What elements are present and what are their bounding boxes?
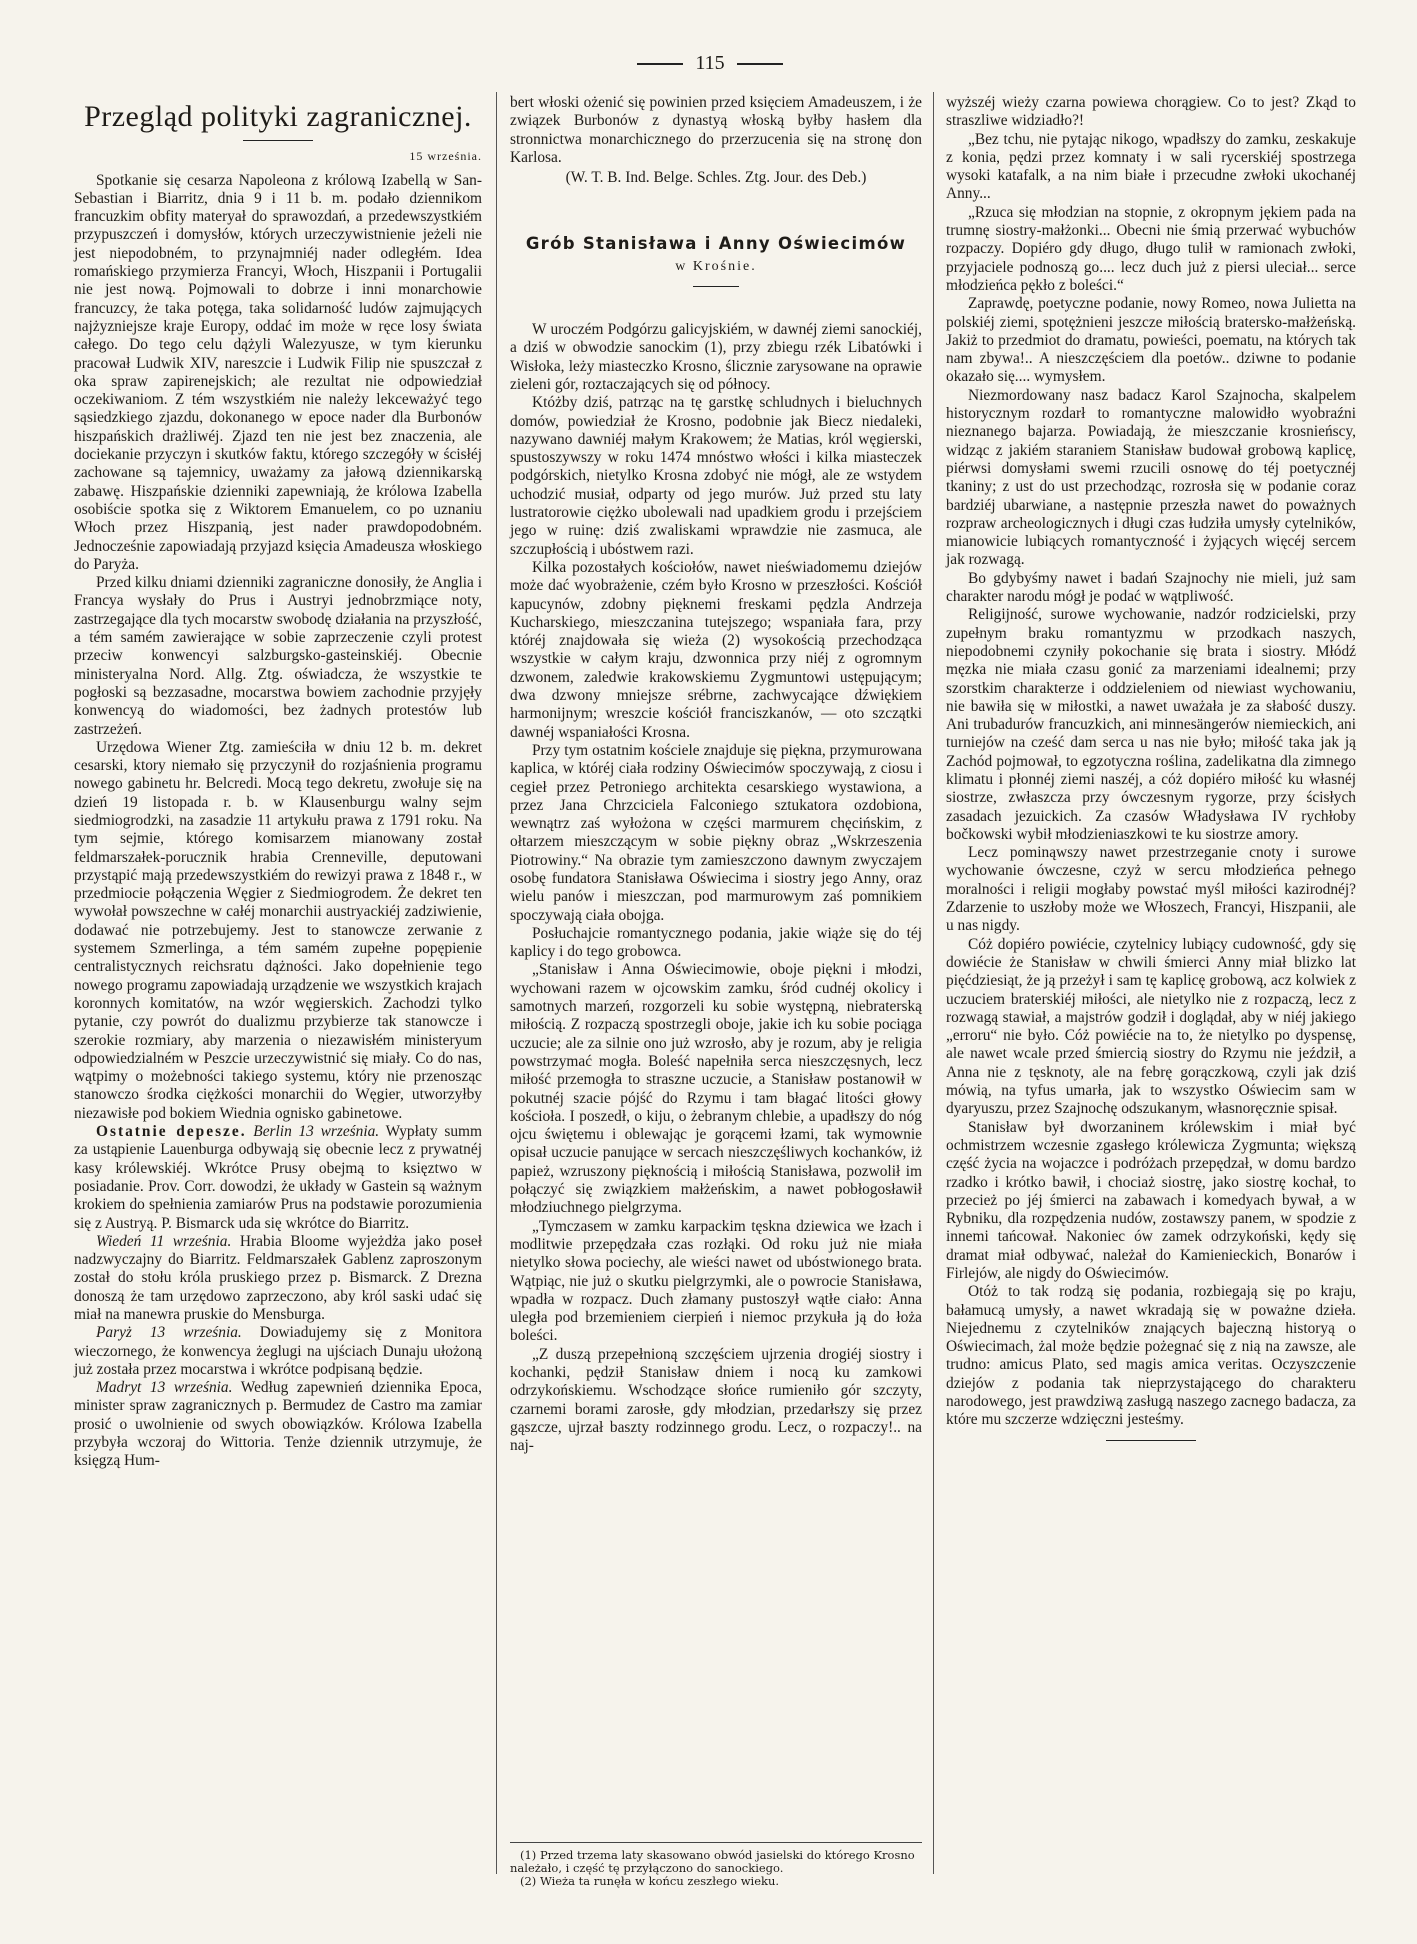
section-title: Przegląd polityki zagranicznej.	[84, 100, 472, 133]
column-divider	[496, 92, 497, 1874]
dispatch-dateline: Paryż 13 września.	[96, 1324, 242, 1342]
article-title: Grób Stanisława i Anny Oświecimów	[525, 234, 907, 254]
footnotes	[510, 1842, 922, 1888]
paragraph: Przy tym ostatnim kościele znajduje się piękna, przymurowana kaplica, w któréj ciała rodziny Oświecimów spoczywają, z ciosu i cegieł przez Petroniego architekta cesarskiego wystawiona, a przez Jana Chrzciciela Falconiego sztukatora ozdobiona, wewnątrz zaś wyłożona w części marmurem chęcińskim, z ołtarzem mieszczącym w sobie piękny obraz „Wskrzeszenia Piotrowiny.“ Na obrazie tym zamieszczono dawnym zwyczajem osobę fundatora Stanisława Oświecima i siostry jego Anny, oraz wielu panów i mieszczan, pod marmurowym zaś pomnikiem spoczywają ciała obojga.	[510, 741, 922, 924]
title-rule	[243, 140, 313, 141]
paragraph: „Bez tchu, nie pytając nikogo, wpadłszy do zamku, zeskakuje z konia, pędzi przez komnaty i w sali rycerskiéj spostrzega wysoki katafalk, a na nim białe i przecudne zwłoki ukochanéj Anny...	[946, 130, 1356, 203]
dispatch-text: Hrabia Bloome wyjeżdża jako poseł nadzwyczajny do Biarritz. Feldmarszałek Gablenz zaproszonym został do stołu króla pruskiego przez p. Bismarck. Z Drezna donoszą że tam urzędowo zaprzeczono, aby król saski udać się miał na manewra pruskie do Mensburga.	[74, 1232, 482, 1323]
article-rule	[693, 286, 739, 287]
dispatch-dateline: Madryt 13 września.	[96, 1379, 233, 1397]
page-number-value: 115	[695, 52, 725, 74]
paragraph: Religijność, surowe wychowanie, nadzór rodzicielski, przy zupełnym braku romantyzmu w przodkach naszych, niepodobnemi czyniły pokochanie się brata i siostry. Młódź męzka nie miała czasu gonić za marzeniami idealnemi; przy szorstkim charakterze i oddzieleniem od niewiast wychowaniu, nie bawiła się w miłostki, a nawet uważała je za słabość duszy. Ani trubadurów francuzkich, ani minnesängerów niemieckich, ani turniejów na cześć dam serca u nas nie było; miłość taka jak ją Zachód pojmował, to egzotyczna roślina, zadelikatna dla zimnego klimatu i płonnéj ziemi naszéj, a cóż dopiéro miłość ku własnéj siostrze, zwłaszcza przy ówczesnym rygorze, przy ścisłych zasadach jezuickich. Za czasów Władysława IV rychłoby bočkowski wybił młodzieniaszkowi te ku siostrze amory.	[946, 606, 1356, 843]
paragraph: W uroczém Podgórzu galicyjskiém, w dawnéj ziemi sanockiéj, a dziś w obwodzie sanockim (1), przy zbiegu rzék Libatówki i Wisłoka, leży miasteczko Krosno, ślicznie zarysowane na oprawie zieleni gór, roztaczających się od północy.	[510, 321, 922, 393]
paragraph	[74, 1233, 482, 1324]
dispatch-heading: Ostatnie depesze.	[96, 1123, 247, 1141]
sources-line: (W. T. B. Ind. Belge. Schles. Ztg. Jour. des Deb.)	[565, 169, 867, 187]
paragraph: Niezmordowany nasz badacz Karol Szajnocha, skalpelem historycznym rozdarł to romantyczne malowidło wyobraźni nieznanego bajarza. Powiadają, że mieszczanie krosnieńscy, widząc z jakiém staraniem Stanisław budował grobową kaplicę, piérwsi domysłami swemi rzucili osnowę do téj poetycznéj tkaniny; z ust do ust przechodząc, rozrosła się w podanie coraz bardziéj ubarwiane, a następnie przeszła nawet do poważnych rozpraw archeologicznych i długi czas łudziła umysły cytelników, mianowicie lubiących romantyczność i żyjących więcéj sercem jak rozwagą.	[946, 386, 1356, 569]
paragraph: Stanisław był dworzaninem królewskim i miał być ochmistrzem wczesnie zgasłego królewicza Zygmunta; większą część życia na wojaczce i podróżach przepędzał, w domu bardzo rzadko i krótko bawił, i chociaż siostrę, jako siostrę kochał, to przecież po jéj śmierci na zabawach i komedyach bywał, a w Rybniku, dla rozpędzenia nudów, zostawszy panem, w spodzie z innemi tańcował. Nakoniec ów zamek odrzykoński, kędy się dramat miał odbywać, należał do Kamienieckich, Bonarów i Firlejów, ale nigdy do Oświecimów.	[946, 1118, 1356, 1282]
paragraph: Spotkanie się cesarza Napoleona z królową Izabellą w San-Sebastian i Biarritz, dnia 9 i 11 b. m. podało dziennikom francuzkim obfity materyał do sprawozdań, a przedewszystkiém przypuszczeń i domysłów, których urzeczywistnienie jeżeli nie jest niepodobném, to przynajmniéj nader odległém. Idea romańskiego przymierza Francyi, Włoch, Hiszpanii i Portugalii nie jest nową. Pojmowali to dobrze i inni monarchowie francuzcy, że taka potęga, taka solidarność ludów zajmujących najżyzniejsze kraje Europy, oddać im może w ręce losy świata całego. Do tego celu dążyli Walezyusze, w tym kierunku pracował Ludwik XIV, nareszcie i Ludwik Filip nie spuszczał z oka spraw zapirenejskich; ale rezultat nie odpowiedział oczekiwaniom. Z tém wszystkiém nie należy lekceważyć tego sąsiedzkiego zjazdu, dokonanego w epoce nader dla Burbonów hiszpańskich drażliwéj. Zjazd ten nie jest bez znaczenia, ale dociekanie przyczyn i skutków faktu, którego szczegóły w ścisłéj zachowane są tajemnicy, uważamy za jałową dziennikarską zabawę. Hiszpańskie dzienniki zapewniają, że królowa Izabella osobiście spotka się z Wiktorem Emanuelem, co po uznaniu Włoch przez Hiszpanią, jest nader prawdopodobném. Jednocześnie zapowiadają przyjazd księcia Amadeusza włoskiego do Paryża.	[74, 171, 482, 573]
column-1	[74, 94, 482, 1471]
page-number-dash-right	[737, 63, 783, 65]
end-rule	[1106, 1440, 1196, 1441]
page-number-dash-left	[637, 63, 683, 65]
paragraph: Otóż to tak rodzą się podania, rozbiegają się po kraju, bałamucą umysły, a nawet wkradają się w poważne dzieła. Niejednemu z czytelników znających bajeczną historyą o Oświecimach, żal może będzie pożegnać się z nią na zawsze, ale trudno: amicus Plato, sed magis amica veritas. Oczyszczenie dziejów z podania tak nieprzystającego do charakteru narodowego, jest prawdziwą zasługą naszego zacnego badacza, za które mu szczerze wdzięczni jesteśmy.	[946, 1283, 1356, 1429]
page-number	[610, 52, 810, 75]
article-subtitle: w Krośnie.	[675, 258, 757, 274]
dispatch-text: Według zapewnień dziennika Epoca, minister spraw zagranicznych p. Bermudez de Castro ma zamiar prosić o uwolnienie od swych obowiązków. Królowa Izabella przybyła wczoraj do Wittoria. Tenże dziennik utrzymuje, że księgzą Hum-	[74, 1379, 482, 1470]
column-3	[946, 94, 1356, 1441]
dateline: 15 września.	[409, 149, 482, 164]
paragraph: Posłuchajcie romantycznego podania, jakie wiąże się do téj kaplicy i do tego grobowca.	[510, 924, 922, 961]
paragraph	[74, 1379, 482, 1470]
footnote: (2) Wieża ta runęła w końcu zeszłego wieku.	[520, 1874, 780, 1888]
dispatch-dateline: Wiedeń 11 września.	[96, 1232, 232, 1250]
paragraph: Cóż dopiéro powiécie, czytelnicy lubiący cudowność, gdy się dowiécie że Stanisław w chwili śmierci Anny miał blizko lat pięćdziesiąt, że ją przeżył i sam tę kaplicę grobową, acz kolwiek z uczuciem braterskiéj miłości, ale nietylko nie z rozpaczą, lecz z rozwagą stawiał, a majstrów godził i doglądał, aby w niéj jakiego „erroru“ nie było. Cóż powiécie na to, że nietylko po dyspensę, ale nawet wcale przed śmiercią siostry do Rzymu nie jeździł, a Anna nie z tęsknoty, ale na febrę gorączkową, czyli jak dziś mówią, na tyfus umarła, jak to wszystko Oświecim sam w dyaryuszu, przez Szajnochę odszukanym, własnoręcznie spisał.	[946, 935, 1356, 1118]
paragraph: „Tymczasem w zamku karpackim tęskna dziewica we łzach i modlitwie przepędzała czas rozłąki. Od roku już nie miała nietylko słowa pociechy, ale wieści nawet od ubóstwionego brata. Wątpiąc, nie już o skutku pielgrzymki, ale o powrocie Stanisława, wpadła w rozpacz. Duch złamany pustoszył wątłe ciało: Anna uległa pod brzemieniem cierpień i niemoc przykuła ją do łoża boleści.	[510, 1217, 922, 1345]
paragraph: „Z duszą przepełnioną szczęściem ujrzenia drogiéj siostry i kochanki, pędził Stanisław dniem i nocą ku zamkowi odrzykońskiemu. Wschodzące słońce rumieniło gór szczyty, czarnemi borami zarosłe, gdy młodzian, przedarłszy się przez gąszcze, ujrzał baszty rodzinnego grodu. Lecz, o rozpaczy!.. na naj-	[510, 1345, 922, 1455]
dispatch-text: Wypłaty summ za ustąpienie Lauenburga odbywają się obecnie lecz z prywatnéj kasy królewskiéj. Wkrótce Prusy obejmą to księztwo w posiadanie. Prov. Corr. dowodzi, że układy w Gastein są ważnym krokiem do spełnienia zamiarów Prus na podstawie porozumienia się z Austryą. P. Bismarck uda się wkrótce do Biarritz.	[74, 1123, 483, 1232]
paragraph: Bo gdybyśmy nawet i badań Szajnochy nie mieli, już sam charakter narodu mógł je podać w wątpliwość.	[946, 569, 1356, 606]
dispatch-text: Dowiadujemy się z Monitora wieczornego, że konwencya żeglugi na ujściach Dunaju ułożoną już została przez mocarstwa i wkrótce podpisaną będzie.	[74, 1324, 482, 1378]
paragraph: Urzędowa Wiener Ztg. zamieściła w dniu 12 b. m. dekret cesarski, ktory niemało się przyczynił do rozjaśnienia programu nowego gabinetu hr. Belcredi. Mocą tego dekretu, zwołuje się na dzień 19 listopada r. b. w Klausenburgu walny sejm siedmiogrodzki, na zasadzie 11 artykułu prawa z 1791 roku. Na tym sejmie, którego komisarzem mianowany został feldmarszałek-porucznik hrabia Crenneville, deputowani przystąpić mają przedewszystkiém do rewizyi prawa z 1848 r., w przedmiocie połączenia Węgier z Siedmiogrodem. Że dekret ten wywołał powszechne w całéj monarchii austryackiéj zadziwienie, dodawać nie potrzebujemy. Jest to stanowcze zerwanie z systemem Szmerlinga, a tém samém zupełne popępienie centralistycznych reichsratu dążności. Jako dopełnienie tego nowego programu zapowiadają urządzenie we wszystkich krajach koronnych komitatów, na wzór węgierskich. Zachodzi tylko pytanie, czy powrót do dualizmu przybierze tak stanowcze i szerokie rozmiary, aby marzenia o niezawisłém ministeryum odpowiedzialném w Peszcie urzeczywistnić się miały. Co do nas, wątpimy o możebności takiego systemu, który nie przenosząc stanowczo środka ciężkości monarchii do Węgier, utworzyłby niezawisłe pod bokiem Wiednia ognisko gabinetowe.	[74, 738, 482, 1122]
paragraph	[74, 1324, 482, 1379]
paragraph: bert włoski ożenić się powinien przed księciem Amadeuszem, i że związek Burbonów z dynastyą włoską byłby hasłem dla stronnictwa monarchicznego do przerzucenia się na stronę don Karlosa.	[510, 94, 922, 166]
paragraph: Zaprawdę, poetyczne podanie, nowy Romeo, nowa Julietta na polskiéj ziemi, spotężnieni jeszcze miłością bratersko-małżeńską. Jakiż to przedmiot do dramatu, powieści, poematu, na których tak nam zbywa!.. A nieszczęściem dla poetów.. dziwne to podanie okazało się.... wymysłem.	[946, 295, 1356, 386]
column-2	[510, 94, 922, 1455]
paragraph: Któżby dziś, patrząc na tę garstkę schludnych i bieluchnych domów, powiedział że Krosno, podobnie jak Biecz niedaleki, nazywano dawniéj małym Krakowem; że Matias, król węgierski, spustoszywszy w roku 1474 mnóstwo włości i kilka miasteczek podgórskich, nietylko Krosna zdobyć nie mógł, ale ze wstydem uchodzić musiał, odparty od jego murów. Już przed stu laty lustratorowie ciężko ubolewali nad upadkiem grodu i przejściem jego w ruinę: dziś zwaliskami wprawdzie nie zasmuca, ale szczupłością i ubóstwem razi.	[510, 394, 922, 558]
paragraph: wyższéj wieży czarna powiewa chorągiew. Co to jest? Zkąd to straszliwe widziadło?!	[946, 94, 1356, 130]
paragraph: „Rzuca się młodzian na stopnie, z okropnym jękiem pada na trumnę siostry-małżonki... Obecni nie śmią przerwać wybuchów rozpaczy. Dopiéro gdy długo, długo tulił w ramionach zwłoki, przyjaciele podnoszą go.... lecz duch już z piersi uleciał... serce młodzieńca pękło z boleści.“	[946, 203, 1356, 294]
dispatch-dateline: Berlin 13 września.	[253, 1123, 380, 1141]
paragraph: Lecz pominąwszy nawet przestrzeganie cnoty i surowe wychowanie ówczesne, czyż w sercu młodzieńca pełnego moralności i religii mogłaby powstać myśl miłości kazirodnéj? Zdarzenie to uszłoby może we Włoszech, Francyi, Hiszpanii, ale u nas nigdy.	[946, 844, 1356, 935]
paragraph: „Stanisław i Anna Oświecimowie, oboje piękni i młodzi, wychowani razem w ojcowskim zamku, śród cudnéj okolicy i samotnych marzeń, rozgorzeli ku sobie występną, niebraterską miłością. Z rozpaczą spostrzegli oboje, jakie ich ku sobie pociąga uczucie; ale za silnie ono już wzrosło, aby je rozum, aby je religia powstrzymać mogła. Boleść napełniła serca nieszczęsnych, lecz miłość przemogła to straszne uczucie, a Stanisław postanowił w pokutnéj szacie pójść do Rzymu i tam błagać litości głowy kościoła. I poszedł, o kiju, o żebranym chlebie, a upadłszy do nóg ojcu świętemu i oblewając je gorącemi łzami, tak wymownie opisał uczucie panujące w sercach nieszczęśliwych kochanków, iż papież, wzruszony pięknością i miłością Stanisława, pozwolił im połączyć się związkiem małżeńskim, a nawet pobłogosławił młodziuchnego pielgrzyma.	[510, 961, 922, 1217]
column-divider	[933, 92, 934, 1874]
paragraph: Przed kilku dniami dzienniki zagraniczne donosiły, że Anglia i Francya wysłały do Prus i Austryi jednobrzmiące noty, zastrzegające dla tych mocarstw swobodę działania na przyszłość, a tém samém zawierające w sobie zaprzeczenie czyli protest przeciw konwencyi salzburgsko-gasteinskiéj. Obecnie ministeryalna Nord. Allg. Ztg. oświadcza, że wszystkie te pogłoski są bezzasadne, mocarstwa bowiem zachodnie przyjęły konwencyą do wiadomości, bez żadnych protestów lub zastrzeżeń.	[74, 574, 482, 738]
paragraph: Kilka pozostałych kościołów, nawet nieświadomemu dziejów może dać wyobrażenie, czém było Krosno w przeszłości. Kościół kapucynów, zdobny pięknemi freskami pędzla Andrzeja Kucharskiego, mieszczanina tutejszego; wspaniała fara, przy któréj znajdowała się wieża (2) wysokością przechodząca wszystkie w całym kraju, dzwonnica przy niéj z ogromnym dzwonem, zaledwie krakowskiemu Zygmuntowi ustępującym; dwa dzwony mniejsze srébrne, zachwycające dźwiękiem harmonijnym; wreszcie kościół franciszkanów, — oto szczątki dawnéj wspaniałości Krosna.	[510, 558, 922, 741]
paragraph	[74, 1123, 482, 1233]
footnote: (1) Przed trzema laty skasowano obwód jasielski do którego Krosno należało, i część tę przyłączono do sanockiego.	[510, 1848, 915, 1875]
